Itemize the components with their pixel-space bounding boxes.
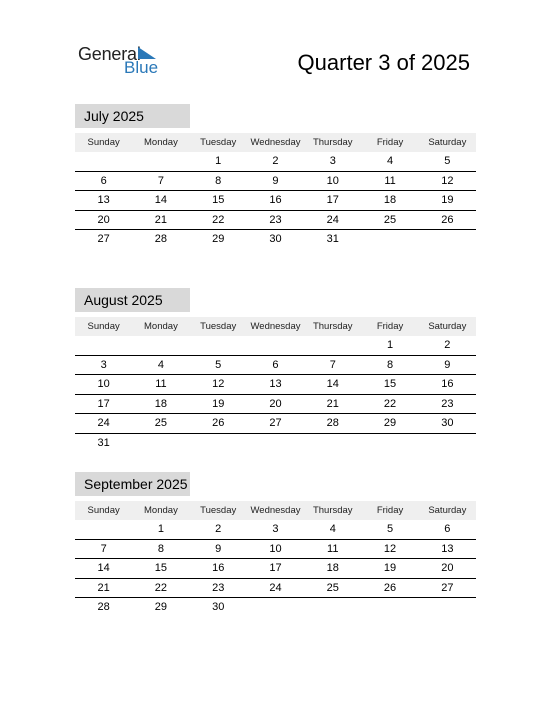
weekday-header-row: [75, 133, 476, 152]
weekday-label: Sunday: [87, 137, 120, 148]
day-cell: 15: [154, 562, 168, 574]
day-cell: 19: [212, 397, 225, 410]
day-cell: 14: [97, 562, 110, 574]
day-cell: 12: [212, 378, 225, 390]
day-cell: 30: [441, 417, 454, 429]
weekday-label: Wednesday: [250, 137, 301, 148]
day-cell: 29: [383, 417, 397, 429]
day-cell: 26: [383, 581, 397, 594]
week-row: [75, 152, 476, 172]
weekday-label: Tuesday: [200, 505, 237, 516]
weekday-label: Friday: [376, 137, 404, 148]
day-cell: 9: [444, 358, 451, 371]
day-cell: [419, 230, 476, 249]
month-block: [75, 472, 476, 617]
month-header: July 2025: [75, 104, 190, 128]
week-row: [75, 356, 476, 376]
day-cell: 18: [154, 397, 168, 410]
day-cell: [304, 434, 361, 453]
weekday-label: Saturday: [428, 321, 467, 332]
day-cell: 31: [326, 233, 339, 245]
day-cell: 26: [441, 213, 454, 226]
week-row: [75, 559, 476, 579]
day-cell: 5: [215, 358, 222, 371]
weekday-label: Thursday: [312, 137, 353, 148]
day-cell: [361, 434, 418, 453]
day-cell: 23: [269, 213, 282, 226]
day-cell: 12: [383, 542, 397, 555]
month-block: [75, 288, 476, 452]
logo-text-general: General: [78, 44, 141, 64]
day-cell: 13: [441, 542, 454, 555]
day-cell: 30: [269, 233, 282, 245]
day-cell: [75, 152, 132, 171]
day-cell: 10: [269, 542, 282, 555]
day-cell: 20: [269, 397, 282, 410]
day-cell: [132, 336, 189, 355]
day-cell: 23: [441, 397, 454, 410]
day-cell: 28: [326, 417, 339, 429]
day-cell: 10: [326, 174, 339, 187]
day-cell: 19: [441, 194, 454, 206]
day-cell: 18: [326, 562, 339, 574]
day-cell: 21: [97, 581, 110, 594]
day-cell: 27: [441, 581, 454, 594]
day-cell: 18: [383, 194, 397, 206]
weekday-header-row: [75, 317, 476, 336]
day-cell: 11: [384, 174, 396, 187]
day-cell: [247, 598, 304, 617]
week-row: [75, 520, 476, 540]
day-cell: 16: [441, 378, 454, 390]
day-cell: 25: [383, 213, 397, 226]
week-row: [75, 191, 476, 211]
day-cell: 14: [326, 378, 339, 390]
day-cell: 1: [157, 523, 164, 535]
week-row: [75, 540, 476, 560]
day-cell: 2: [444, 339, 451, 351]
weekday-label: Wednesday: [250, 321, 301, 332]
day-cell: 27: [97, 233, 110, 245]
day-cell: 22: [154, 581, 168, 594]
day-cell: 15: [212, 194, 225, 206]
weekday-label: Tuesday: [200, 321, 237, 332]
weekday-label: Friday: [376, 505, 404, 516]
day-cell: 27: [269, 417, 282, 429]
weekday-label: Monday: [144, 505, 178, 516]
day-cell: 23: [212, 581, 225, 594]
weekday-header-row: [75, 501, 476, 520]
day-cell: 20: [441, 562, 454, 574]
day-cell: 9: [272, 174, 279, 187]
day-cell: 28: [97, 601, 110, 613]
day-cell: [75, 336, 132, 355]
day-cell: [361, 230, 418, 249]
day-cell: 2: [272, 155, 279, 167]
day-cell: [247, 434, 304, 453]
day-cell: 4: [386, 155, 394, 167]
day-cell: 10: [97, 378, 110, 390]
day-cell: 3: [329, 155, 336, 167]
day-cell: 1: [215, 155, 222, 167]
day-cell: 9: [215, 542, 222, 555]
weekday-label: Monday: [144, 321, 178, 332]
day-cell: 15: [383, 378, 397, 390]
day-cell: 8: [157, 542, 164, 555]
day-cell: [75, 520, 132, 539]
week-row: [75, 414, 476, 434]
day-cell: 13: [269, 378, 282, 390]
weekday-label: Sunday: [87, 321, 120, 332]
day-cell: 22: [212, 213, 225, 226]
week-row: [75, 434, 476, 453]
week-row: [75, 395, 476, 415]
day-cell: [190, 336, 247, 355]
day-cell: 6: [100, 174, 107, 187]
week-row: [75, 579, 476, 599]
day-cell: 17: [269, 562, 282, 574]
month-header: September 2025: [75, 472, 190, 496]
weekday-label: Friday: [376, 321, 404, 332]
day-cell: 12: [441, 174, 454, 187]
week-row: [75, 211, 476, 231]
weekday-label: Monday: [144, 137, 178, 148]
weekday-label: Saturday: [428, 505, 467, 516]
day-cell: 4: [329, 523, 336, 535]
day-cell: 24: [97, 417, 110, 429]
day-cell: 11: [327, 542, 339, 555]
day-cell: 7: [329, 358, 336, 371]
week-row: [75, 172, 476, 192]
month-block: [75, 104, 476, 249]
day-cell: 29: [154, 601, 168, 613]
weekday-label: Thursday: [312, 505, 353, 516]
day-cell: 20: [97, 213, 110, 226]
day-cell: [304, 336, 361, 355]
logo-text-blue: Blue: [124, 58, 159, 77]
day-cell: 8: [215, 174, 222, 187]
weekday-label: Saturday: [428, 137, 467, 148]
month-header: August 2025: [75, 288, 190, 312]
day-cell: 19: [383, 562, 397, 574]
day-cell: 5: [444, 155, 451, 167]
day-cell: 24: [269, 581, 282, 594]
brand-logo: [78, 44, 168, 78]
day-cell: 7: [100, 542, 107, 555]
page-title: Quarter 3 of 2025: [297, 50, 470, 75]
day-cell: [304, 598, 361, 617]
day-cell: 21: [154, 213, 168, 226]
day-cell: 31: [97, 436, 110, 449]
day-cell: [247, 336, 304, 355]
week-row: [75, 230, 476, 249]
day-cell: 17: [97, 397, 110, 410]
day-cell: 17: [326, 194, 339, 206]
day-cell: [419, 434, 476, 453]
day-cell: 11: [155, 378, 167, 390]
day-cell: 7: [157, 174, 164, 187]
day-cell: 29: [212, 233, 225, 245]
day-cell: 24: [326, 213, 339, 226]
day-cell: 28: [154, 233, 168, 245]
day-cell: 22: [383, 397, 397, 410]
day-cell: 16: [212, 562, 225, 574]
day-cell: 21: [326, 397, 339, 410]
weekday-label: Thursday: [312, 321, 353, 332]
day-cell: 13: [97, 194, 110, 206]
day-cell: 16: [269, 194, 282, 206]
day-cell: 6: [444, 523, 451, 535]
week-row: [75, 375, 476, 395]
week-row: [75, 336, 476, 356]
day-cell: 4: [157, 358, 164, 371]
day-cell: 25: [154, 417, 168, 429]
day-cell: [132, 152, 189, 171]
day-cell: 25: [326, 581, 339, 594]
weekday-label: Wednesday: [250, 505, 301, 516]
day-cell: 2: [215, 523, 222, 535]
day-cell: 3: [100, 358, 107, 371]
day-cell: [419, 598, 476, 617]
day-cell: [190, 434, 247, 453]
day-cell: [132, 434, 189, 453]
weekday-label: Sunday: [87, 505, 120, 516]
day-cell: 5: [386, 523, 394, 535]
day-cell: 6: [272, 358, 279, 371]
day-cell: 3: [272, 523, 279, 535]
weekday-label: Tuesday: [200, 137, 237, 148]
day-cell: 26: [212, 417, 225, 429]
day-cell: 14: [154, 194, 168, 206]
week-row: [75, 598, 476, 617]
day-cell: 1: [386, 339, 394, 351]
day-cell: 8: [386, 358, 394, 371]
day-cell: [361, 598, 418, 617]
day-cell: 30: [212, 601, 225, 613]
